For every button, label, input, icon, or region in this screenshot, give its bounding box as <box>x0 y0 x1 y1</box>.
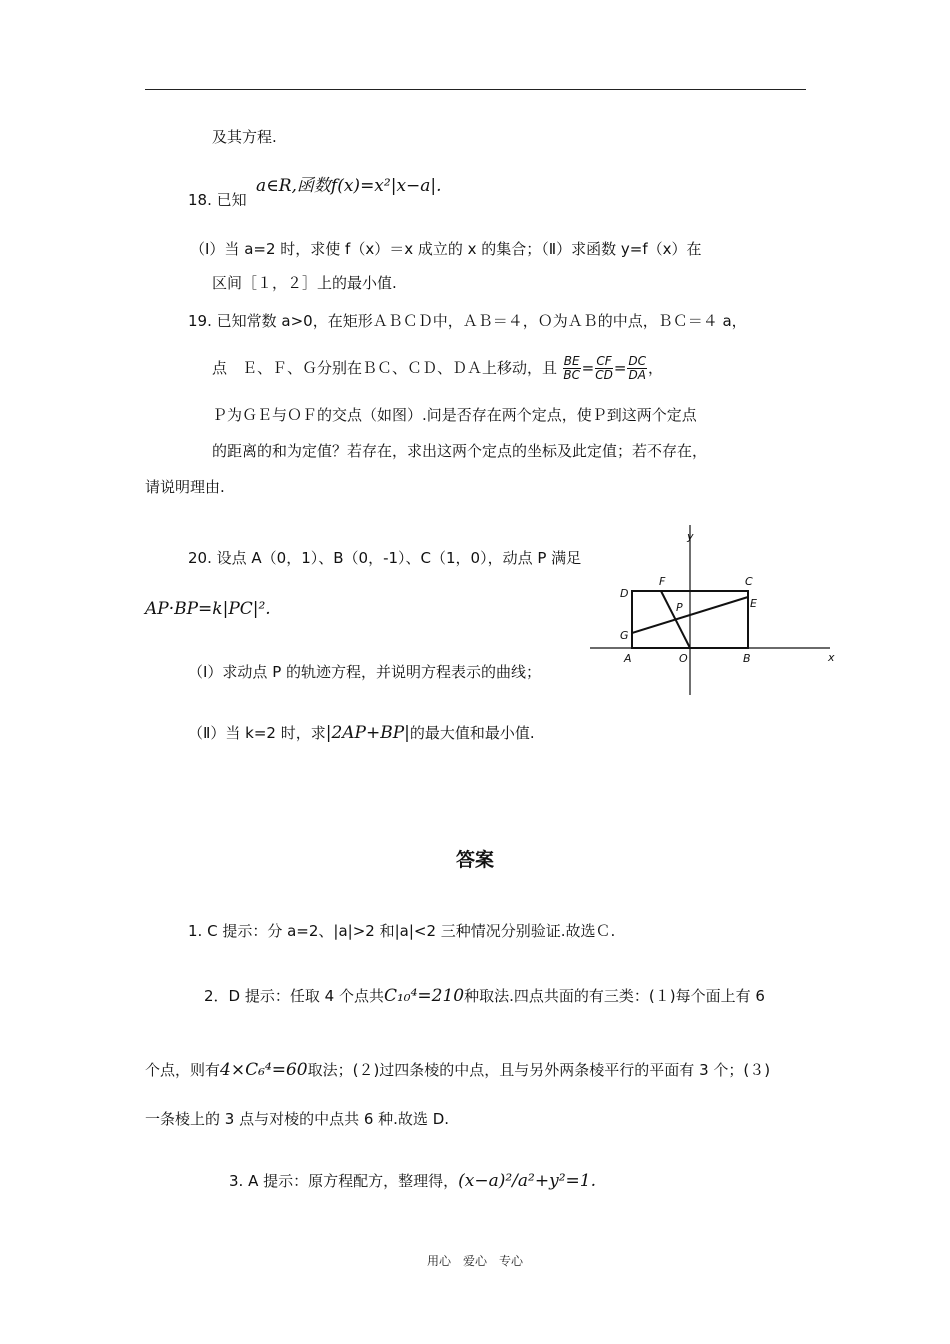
rectangle-figure <box>585 520 840 700</box>
fraction-dc-da: $\frac{DC}{DA}$ <box>628 354 647 382</box>
answer-3-formula: (x−a)²/a²+y²=1. <box>458 1171 596 1191</box>
answer-2-line2: 个点，则有4×C₆⁴=60取法；(２)过四条棱的中点，且与另外两条棱平行的平面有 3 个；(３) <box>145 1060 771 1080</box>
label-b: B <box>743 652 751 665</box>
answer-2-formula1: C₁₀⁴=210 <box>383 986 465 1006</box>
q17-end-text: 及其方程. <box>212 128 277 146</box>
page-footer: 用心 爱心 专心 <box>426 1254 523 1268</box>
label-f: F <box>659 575 666 588</box>
q20-formula: AP·BP=k|PC|². <box>145 599 271 619</box>
q20-part2-formula: |2AP+BP| <box>325 723 410 743</box>
answer-3: 3. A 提示：原方程配方，整理得，(x−a)²/a²+y²=1. <box>229 1171 596 1191</box>
q18-part1b: 区间［１，２］上的最小值. <box>212 274 397 292</box>
answer-2-line3: 一条棱上的 3 点与对棱的中点共 6 种.故选 D. <box>145 1110 450 1128</box>
q19-line2-text: 点 Ｅ、Ｆ、Ｇ分别在ＢＣ、ＣＤ、ＤＡ上移动，且 <box>212 359 558 377</box>
label-p: P <box>676 601 683 614</box>
label-o: O <box>679 652 688 665</box>
q19-line2: 点 Ｅ、Ｆ、Ｇ分别在ＢＣ、ＣＤ、ＤＡ上移动，且 $\frac{BE}{BC}$ = $\frac{CF}{CD}$ = $\frac{DC}{DA}$ ， <box>212 354 664 382</box>
answer-2-line1: 2．D 提示：任取 4 个点共C₁₀⁴=210种取法.四点共面的有三类：(１)每个面上有 6 <box>204 986 765 1006</box>
fraction-cf-cd: $\frac{CF}{CD}$ <box>595 354 613 382</box>
q20-part1: （Ⅰ）求动点 P 的轨迹方程，并说明方程表示的曲线； <box>188 663 542 681</box>
answers-title: 答案 <box>455 849 494 871</box>
q19-line3: Ｐ为ＧＥ与ＯＦ的交点（如图）.问是否存在两个定点，使Ｐ到这两个定点 <box>212 406 697 424</box>
q19-line1: 19. 已知常数 a>0，在矩形ＡＢＣＤ中，ＡＢ＝４，Ｏ为ＡＢ的中点，ＢＣ＝４ a， <box>188 312 747 330</box>
label-d: D <box>620 587 629 600</box>
q18-label: 18. 已知 <box>188 191 247 209</box>
q20-part2: （Ⅱ）当 k=2 时，求|2AP+BP|的最大值和最小值. <box>188 723 535 743</box>
label-e: E <box>750 597 757 610</box>
answer-1: 1. C 提示：分 a=2、|a|>2 和|a|<2 三种情况分别验证.故选Ｃ. <box>188 922 616 940</box>
segment-of <box>661 591 690 648</box>
fraction-be-bc: $\frac{BE}{BC}$ <box>563 354 581 382</box>
q18-part1: （Ⅰ）当 a=2 时，求使 f（x）＝x 成立的 x 的集合；（Ⅱ）求函数 y=f（x）在 <box>190 240 702 258</box>
answer-2-formula2: 4×C₆⁴=60 <box>220 1060 308 1080</box>
q19-line4: 的距离的和为定值？若存在，求出这两个定点的坐标及此定值；若不存在， <box>212 442 708 460</box>
label-a: A <box>624 652 632 665</box>
header-rule <box>145 89 806 90</box>
q18-formula: a∈R,函数f(x)=x²|x−a|. <box>256 176 442 196</box>
q19-line5: 请说明理由. <box>145 478 225 496</box>
label-g: G <box>620 629 629 642</box>
label-x: x <box>828 651 835 664</box>
label-c: C <box>745 575 753 588</box>
q20-line1: 20. 设点 A（0，1）、B（0，-1）、C（1，0），动点 P 满足 <box>188 549 582 567</box>
label-y: y <box>687 530 694 543</box>
